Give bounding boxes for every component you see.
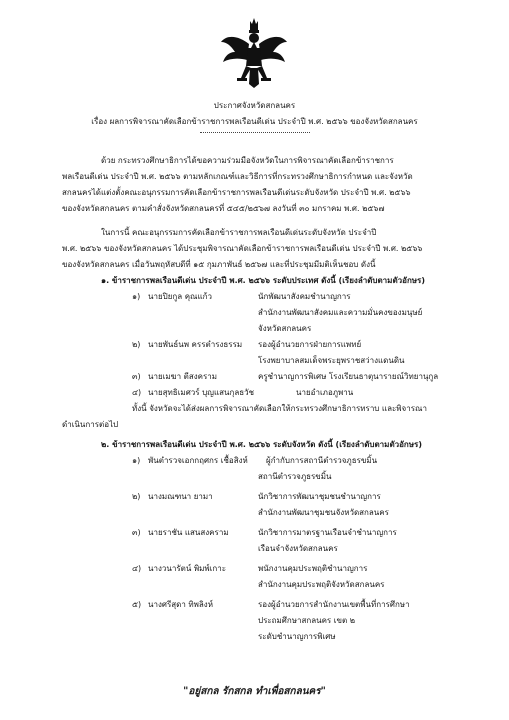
s2-item2-num: ๒) bbox=[132, 492, 141, 501]
s2-item5-num: ๕) bbox=[132, 600, 142, 609]
s1-item1-pos3: จังหวัดสกลนคร bbox=[258, 324, 312, 333]
para1-line-1: ด้วย กระทรวงศึกษาธิการได้ขอความร่วมมือจังหวัดในการพิจารณาคัดเลือกข้าราชการ bbox=[101, 156, 394, 165]
s1-item2-pos2: โรงพยาบาลสมเด็จพระยุพราชสว่างแดนดิน bbox=[258, 356, 405, 365]
s1-item2-pos1: รองผู้อำนวยการฝ่ายการแพทย์ bbox=[258, 340, 362, 349]
s1-item1-pos2: สำนักงานพัฒนาสังคมและความมั่นคงของมนุษย์ bbox=[258, 308, 423, 317]
section2-heading: ๒. ข้าราชการพลเรือนดีเด่น ประจำปี พ.ศ. ๒๕๖๖ ระดับจังหวัด ดังนี้ (เรียงลำดับตามตัวอักษร) bbox=[101, 440, 423, 449]
s1-item3-pos1: ครูชำนาญการพิเศษ โรงเรียนธาตุนารายณ์วิทยานุกูล bbox=[258, 372, 439, 381]
s2-item3-pos1: นักวิชาการมาตรฐานเรือนจำชำนาญการ bbox=[258, 528, 397, 537]
s2-item3-name: นายราชัน แสนสงคราม bbox=[148, 528, 229, 537]
para2-line-3: ของจังหวัดสกลนคร เมื่อวันพฤหัสบดีที่ ๑๕ กุมภาพันธ์ ๒๕๖๗ และที่ประชุมมีมติเห็นชอบ ดังนี้ bbox=[62, 260, 376, 269]
s2-item4-num: ๔) bbox=[132, 564, 142, 573]
s1-item4-num: ๔) bbox=[132, 388, 142, 397]
para1-line-4: ของจังหวัดสกลนคร ตามคำสั่งจังหวัดสกลนครที่ ๕๔๕/๒๕๖๗ ลงวันที่ ๓๐ มกราคม พ.ศ. ๒๕๖๗ bbox=[62, 204, 385, 213]
s2-item5-pos1: รองผู้อำนวยการสำนักงานเขตพื้นที่การศึกษา bbox=[258, 600, 410, 609]
s2-item4-pos2: สำนักงานคุมประพฤติจังหวัดสกลนคร bbox=[258, 580, 385, 589]
para2-line-1: ในการนี้ คณะอนุกรรมการคัดเลือกข้าราชการพลเรือนดีเด่นระดับจังหวัด ประจำปี bbox=[101, 228, 377, 237]
para1-line-2: พลเรือนดีเด่น ประจำปี พ.ศ. ๒๕๖๖ ตามหลักเกณฑ์และวิธีการที่กระทรวงศึกษาธิการกำหนด และจังหวัด bbox=[62, 172, 413, 181]
s1-item1-name: นายปิยกูล คุณแก้ว bbox=[148, 292, 212, 301]
s2-item1-name: พันตำรวจเอกกฤศกร เชื้อสิงห์ bbox=[148, 456, 248, 465]
s2-item5-pos2: ประถมศึกษาสกลนคร เขต ๒ bbox=[258, 616, 355, 625]
s1-item1-num: ๑) bbox=[132, 292, 141, 301]
s2-item1-num: ๑) bbox=[132, 456, 141, 465]
s1-item2-num: ๒) bbox=[132, 340, 141, 349]
s2-item5-pos3: ระดับชำนาญการพิเศษ bbox=[258, 632, 336, 641]
garuda-emblem-icon bbox=[221, 18, 287, 88]
s2-item2-pos1: นักวิชาการพัฒนาชุมชนชำนาญการ bbox=[258, 492, 381, 501]
s2-item5-name: นางศรีสุดา ทิพลิงห์ bbox=[148, 600, 213, 609]
s1-item3-num: ๓) bbox=[132, 372, 141, 381]
announcement-title: ประกาศจังหวัดสกลนคร bbox=[213, 101, 296, 110]
s2-item2-pos2: สำนักงานพัฒนาชุมชนจังหวัดสกลนคร bbox=[258, 508, 389, 517]
s1-item3-name: นายเมฆา ตีสงคราม bbox=[148, 372, 218, 381]
title-divider bbox=[200, 132, 310, 133]
para2-line-2: พ.ศ. ๒๕๖๖ ของจังหวัดสกลนคร ได้ประชุมพิจารณาคัดเลือกข้าราชการพลเรือนดีเด่น ประจำปี พ.ศ. ๒๕๖๖ bbox=[62, 244, 423, 253]
s2-item1-pos1: ผู้กำกับการสถานีตำรวจภูธรขมิ้น bbox=[266, 456, 378, 465]
section1-heading: ๑. ข้าราชการพลเรือนดีเด่น ประจำปี พ.ศ. ๒๕๖๖ ระดับประเทศ ดังนี้ (เรียงลำดับตามตัวอักษร) bbox=[101, 276, 426, 285]
s2-item1-pos2: สถานีตำรวจภูธรขมิ้น bbox=[258, 472, 332, 481]
s2-item2-name: นางมณฑนา ยามา bbox=[148, 492, 213, 501]
s2-item4-name: นางวนารัตน์ พิมพ์เกาะ bbox=[148, 564, 227, 573]
s2-item3-num: ๓) bbox=[132, 528, 141, 537]
section1-note-1: ทั้งนี้ จังหวัดจะได้ส่งผลการพิจารณาคัดเลือกให้กระทรวงศึกษาธิการทราบ และพิจารณา bbox=[132, 404, 427, 413]
s2-item4-pos1: พนักงานคุมประพฤติชำนาญการ bbox=[258, 564, 368, 573]
s1-item4-name: นายสุทธิเมศวร์ บุญแสนกุลธวัช bbox=[148, 388, 255, 397]
s1-item4-pos1: นายอำเภอภูพาน bbox=[296, 388, 354, 397]
s1-item1-pos1: นักพัฒนาสังคมชำนาญการ bbox=[258, 292, 351, 301]
section1-note-2: ดำเนินการต่อไป bbox=[62, 420, 119, 429]
s2-item3-pos2: เรือนจำจังหวัดสกลนคร bbox=[258, 544, 338, 553]
announcement-subject: เรื่อง ผลการพิจารณาคัดเลือกข้าราชการพลเรือนดีเด่น ประจำปี พ.ศ. ๒๕๖๖ ของจังหวัดสกลนคร bbox=[91, 117, 418, 126]
footer-slogan: "อยู่สกล รักสกล ทำเพื่อสกลนคร" bbox=[183, 686, 326, 697]
para1-line-3: สกลนครได้แต่งตั้งคณะอนุกรรมการคัดเลือกข้าราชการพลเรือนดีเด่นระดับจังหวัด ประจำปี พ.ศ. ๒๕๖๖ bbox=[62, 188, 411, 197]
s1-item2-name: นายพันธ์นพ ครรตำรงธรรม bbox=[148, 340, 243, 349]
